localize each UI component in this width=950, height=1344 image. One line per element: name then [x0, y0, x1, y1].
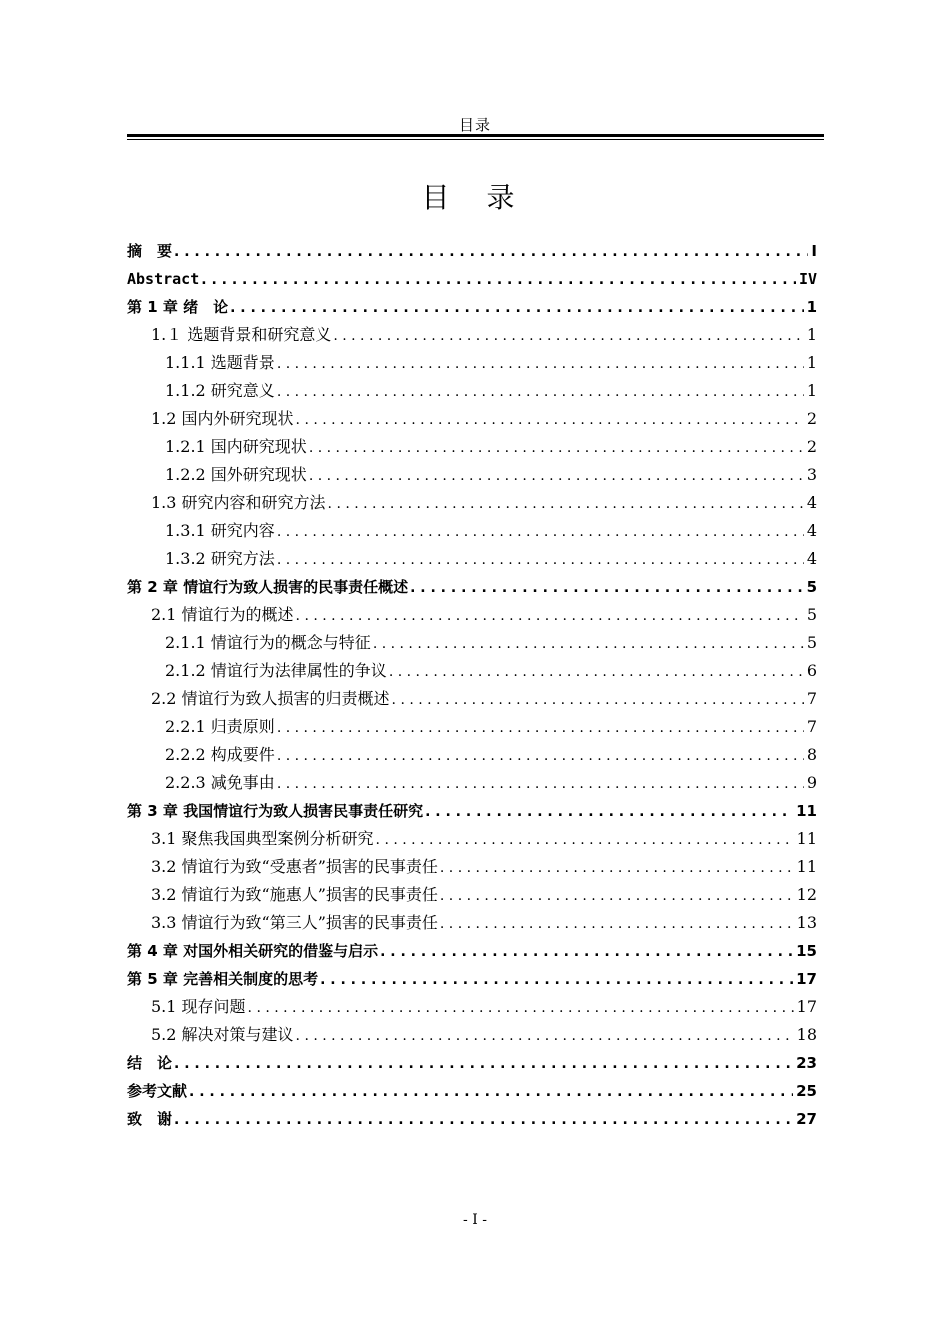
toc-entry-label: 2.1.2 情谊行为法律属性的争议 — [165, 661, 387, 680]
toc-entry[interactable] — [127, 797, 817, 825]
toc-dot-leader — [230, 294, 803, 322]
toc-entry-page: 2 — [806, 409, 817, 428]
header-rule-thin — [127, 139, 824, 140]
toc-entry[interactable] — [127, 517, 817, 545]
toc-entry[interactable] — [127, 881, 817, 909]
toc-dot-leader — [277, 378, 804, 406]
toc-entry-label: 1.2.2 国外研究现状 — [165, 465, 307, 484]
toc-entry-label: 1.3.2 研究方法 — [165, 549, 275, 568]
toc-entry[interactable] — [127, 433, 817, 461]
toc-entry-label: 1.１ 选题背景和研究意义 — [151, 325, 332, 344]
toc-entry[interactable] — [127, 937, 817, 965]
toc-entry[interactable] — [127, 1021, 817, 1049]
toc-dot-leader — [309, 434, 804, 462]
toc-entry-page: IV — [798, 270, 817, 288]
toc-entry[interactable] — [127, 489, 817, 517]
toc-entry-label: 参考文献 — [127, 1082, 188, 1100]
toc-dot-leader — [380, 938, 793, 966]
toc-entry-page: 1 — [806, 381, 817, 400]
toc-entry-page: 6 — [806, 661, 817, 680]
toc-entry-page: 1 — [806, 325, 817, 344]
toc-dot-leader — [320, 966, 793, 994]
toc-dot-leader — [392, 686, 804, 714]
toc-entry-label: 摘 要 — [127, 242, 173, 260]
toc-dot-leader — [373, 630, 804, 658]
running-header: 目录 — [458, 116, 491, 134]
toc-entry-label: 2.1.1 情谊行为的概念与特征 — [165, 633, 371, 652]
toc-dot-leader — [296, 602, 804, 630]
toc-entry-page: 18 — [796, 1025, 817, 1044]
toc-dot-leader — [389, 658, 804, 686]
toc-entry[interactable] — [127, 545, 817, 573]
toc-entry-label: 致 谢 — [127, 1110, 173, 1128]
toc-entry-label: 1.3.1 研究内容 — [165, 521, 275, 540]
toc-dot-leader — [425, 798, 793, 826]
toc-entry-label: 第 5 章 完善相关制度的思考 — [127, 970, 319, 988]
toc-entry-page: I — [811, 242, 817, 260]
toc-dot-leader — [201, 266, 796, 294]
toc-dot-leader — [248, 994, 794, 1022]
table-of-contents — [127, 237, 817, 1133]
toc-dot-leader — [440, 882, 794, 910]
toc-entry-label: 第 2 章 情谊行为致人损害的民事责任概述 — [127, 578, 409, 596]
toc-entry-page: 4 — [806, 493, 817, 512]
toc-entry-label: 2.2.3 减免事由 — [165, 773, 275, 792]
toc-dot-leader — [410, 574, 803, 602]
toc-entry-label: 2.2.1 归责原则 — [165, 717, 275, 736]
toc-entry[interactable] — [127, 405, 817, 433]
toc-entry-page: 11 — [796, 857, 817, 876]
toc-dot-leader — [440, 854, 794, 882]
toc-entry-page: 17 — [796, 970, 817, 988]
toc-entry-page: 8 — [806, 745, 817, 764]
toc-entry[interactable] — [127, 909, 817, 937]
toc-entry-label: 第 1 章 绪 论 — [127, 298, 229, 316]
toc-entry-label: 5.2 解决对策与建议 — [151, 1025, 294, 1044]
toc-dot-leader — [296, 1022, 794, 1050]
toc-entry[interactable] — [127, 629, 817, 657]
toc-entry-page: 27 — [796, 1110, 817, 1128]
toc-entry-label: 5.1 现存问题 — [151, 997, 246, 1016]
toc-entry[interactable] — [127, 685, 817, 713]
toc-entry-label: 结 论 — [127, 1054, 173, 1072]
toc-entry[interactable] — [127, 573, 817, 601]
page-number: - I - — [463, 1212, 487, 1228]
toc-entry-page: 9 — [806, 773, 817, 792]
toc-dot-leader — [277, 518, 804, 546]
toc-entry[interactable] — [127, 769, 817, 797]
toc-entry[interactable] — [127, 321, 817, 349]
toc-dot-leader — [174, 1106, 793, 1134]
toc-entry[interactable] — [127, 713, 817, 741]
toc-entry-page: 4 — [806, 521, 817, 540]
toc-dot-leader — [440, 910, 794, 938]
toc-entry-label: 3.2 情谊行为致“受惠者”损害的民事责任 — [151, 857, 438, 876]
header-rule-thick — [127, 134, 824, 137]
toc-entry-page: 3 — [806, 465, 817, 484]
toc-entry-page: 1 — [806, 353, 817, 372]
toc-entry-label: 3.3 情谊行为致“第三人”损害的民事责任 — [151, 913, 438, 932]
toc-dot-leader — [277, 350, 804, 378]
toc-entry[interactable] — [127, 377, 817, 405]
toc-entry[interactable] — [127, 349, 817, 377]
toc-entry[interactable] — [127, 993, 817, 1021]
toc-entry-page: 7 — [806, 717, 817, 736]
toc-dot-leader — [189, 1078, 793, 1106]
toc-entry[interactable] — [127, 1049, 817, 1077]
toc-entry[interactable] — [127, 853, 817, 881]
toc-entry-label: 1.3 研究内容和研究方法 — [151, 493, 326, 512]
toc-entry-page: 15 — [796, 942, 817, 960]
toc-entry-label: 2.1 情谊行为的概述 — [151, 605, 294, 624]
toc-dot-leader — [333, 322, 803, 350]
toc-entry-label: 2.2.2 构成要件 — [165, 745, 275, 764]
toc-entry-label: 1.1.2 研究意义 — [165, 381, 275, 400]
toc-entry[interactable] — [127, 1077, 817, 1105]
toc-entry[interactable] — [127, 657, 817, 685]
toc-entry[interactable] — [127, 1105, 817, 1133]
toc-entry-label: Abstract — [127, 270, 200, 288]
toc-dot-leader — [174, 1050, 793, 1078]
toc-entry-page: 5 — [806, 605, 817, 624]
toc-dot-leader — [309, 462, 804, 490]
toc-title: 目 录 — [421, 181, 529, 214]
toc-entry-label: 第 3 章 我国情谊行为致人损害民事责任研究 — [127, 802, 424, 820]
toc-entry[interactable] — [127, 965, 817, 993]
toc-entry-label: 1.1.1 选题背景 — [165, 353, 275, 372]
toc-entry-page: 5 — [806, 633, 817, 652]
toc-entry[interactable] — [127, 825, 817, 853]
toc-dot-leader — [328, 490, 804, 518]
toc-entry[interactable] — [127, 293, 817, 321]
toc-entry-label: 3.2 情谊行为致“施惠人”损害的民事责任 — [151, 885, 438, 904]
toc-entry-label: 1.2.1 国内研究现状 — [165, 437, 307, 456]
toc-dot-leader — [277, 714, 804, 742]
toc-dot-leader — [277, 546, 804, 574]
toc-dot-leader — [296, 406, 804, 434]
toc-dot-leader — [376, 826, 794, 854]
toc-entry-page: 13 — [796, 913, 817, 932]
toc-entry[interactable] — [127, 741, 817, 769]
toc-entry-page: 11 — [796, 829, 817, 848]
toc-entry-page: 1 — [806, 298, 817, 316]
toc-entry-page: 23 — [796, 1054, 817, 1072]
toc-entry-label: 第 4 章 对国外相关研究的借鉴与启示 — [127, 942, 379, 960]
toc-entry[interactable] — [127, 601, 817, 629]
toc-entry-page: 5 — [806, 578, 817, 596]
toc-entry[interactable] — [127, 237, 817, 265]
toc-dot-leader — [174, 238, 808, 266]
toc-entry-page: 25 — [796, 1082, 817, 1100]
toc-entry-page: 12 — [796, 885, 817, 904]
toc-entry-page: 7 — [806, 689, 817, 708]
toc-entry-page: 2 — [806, 437, 817, 456]
toc-entry[interactable] — [127, 461, 817, 489]
toc-dot-leader — [277, 770, 804, 798]
toc-entry-page: 17 — [796, 997, 817, 1016]
toc-entry-label: 3.1 聚焦我国典型案例分析研究 — [151, 829, 374, 848]
toc-entry-page: 11 — [796, 802, 817, 820]
toc-entry-label: 2.2 情谊行为致人损害的归责概述 — [151, 689, 390, 708]
toc-entry-page: 4 — [806, 549, 817, 568]
toc-dot-leader — [277, 742, 804, 770]
toc-entry-label: 1.2 国内外研究现状 — [151, 409, 294, 428]
toc-entry[interactable] — [127, 265, 817, 293]
